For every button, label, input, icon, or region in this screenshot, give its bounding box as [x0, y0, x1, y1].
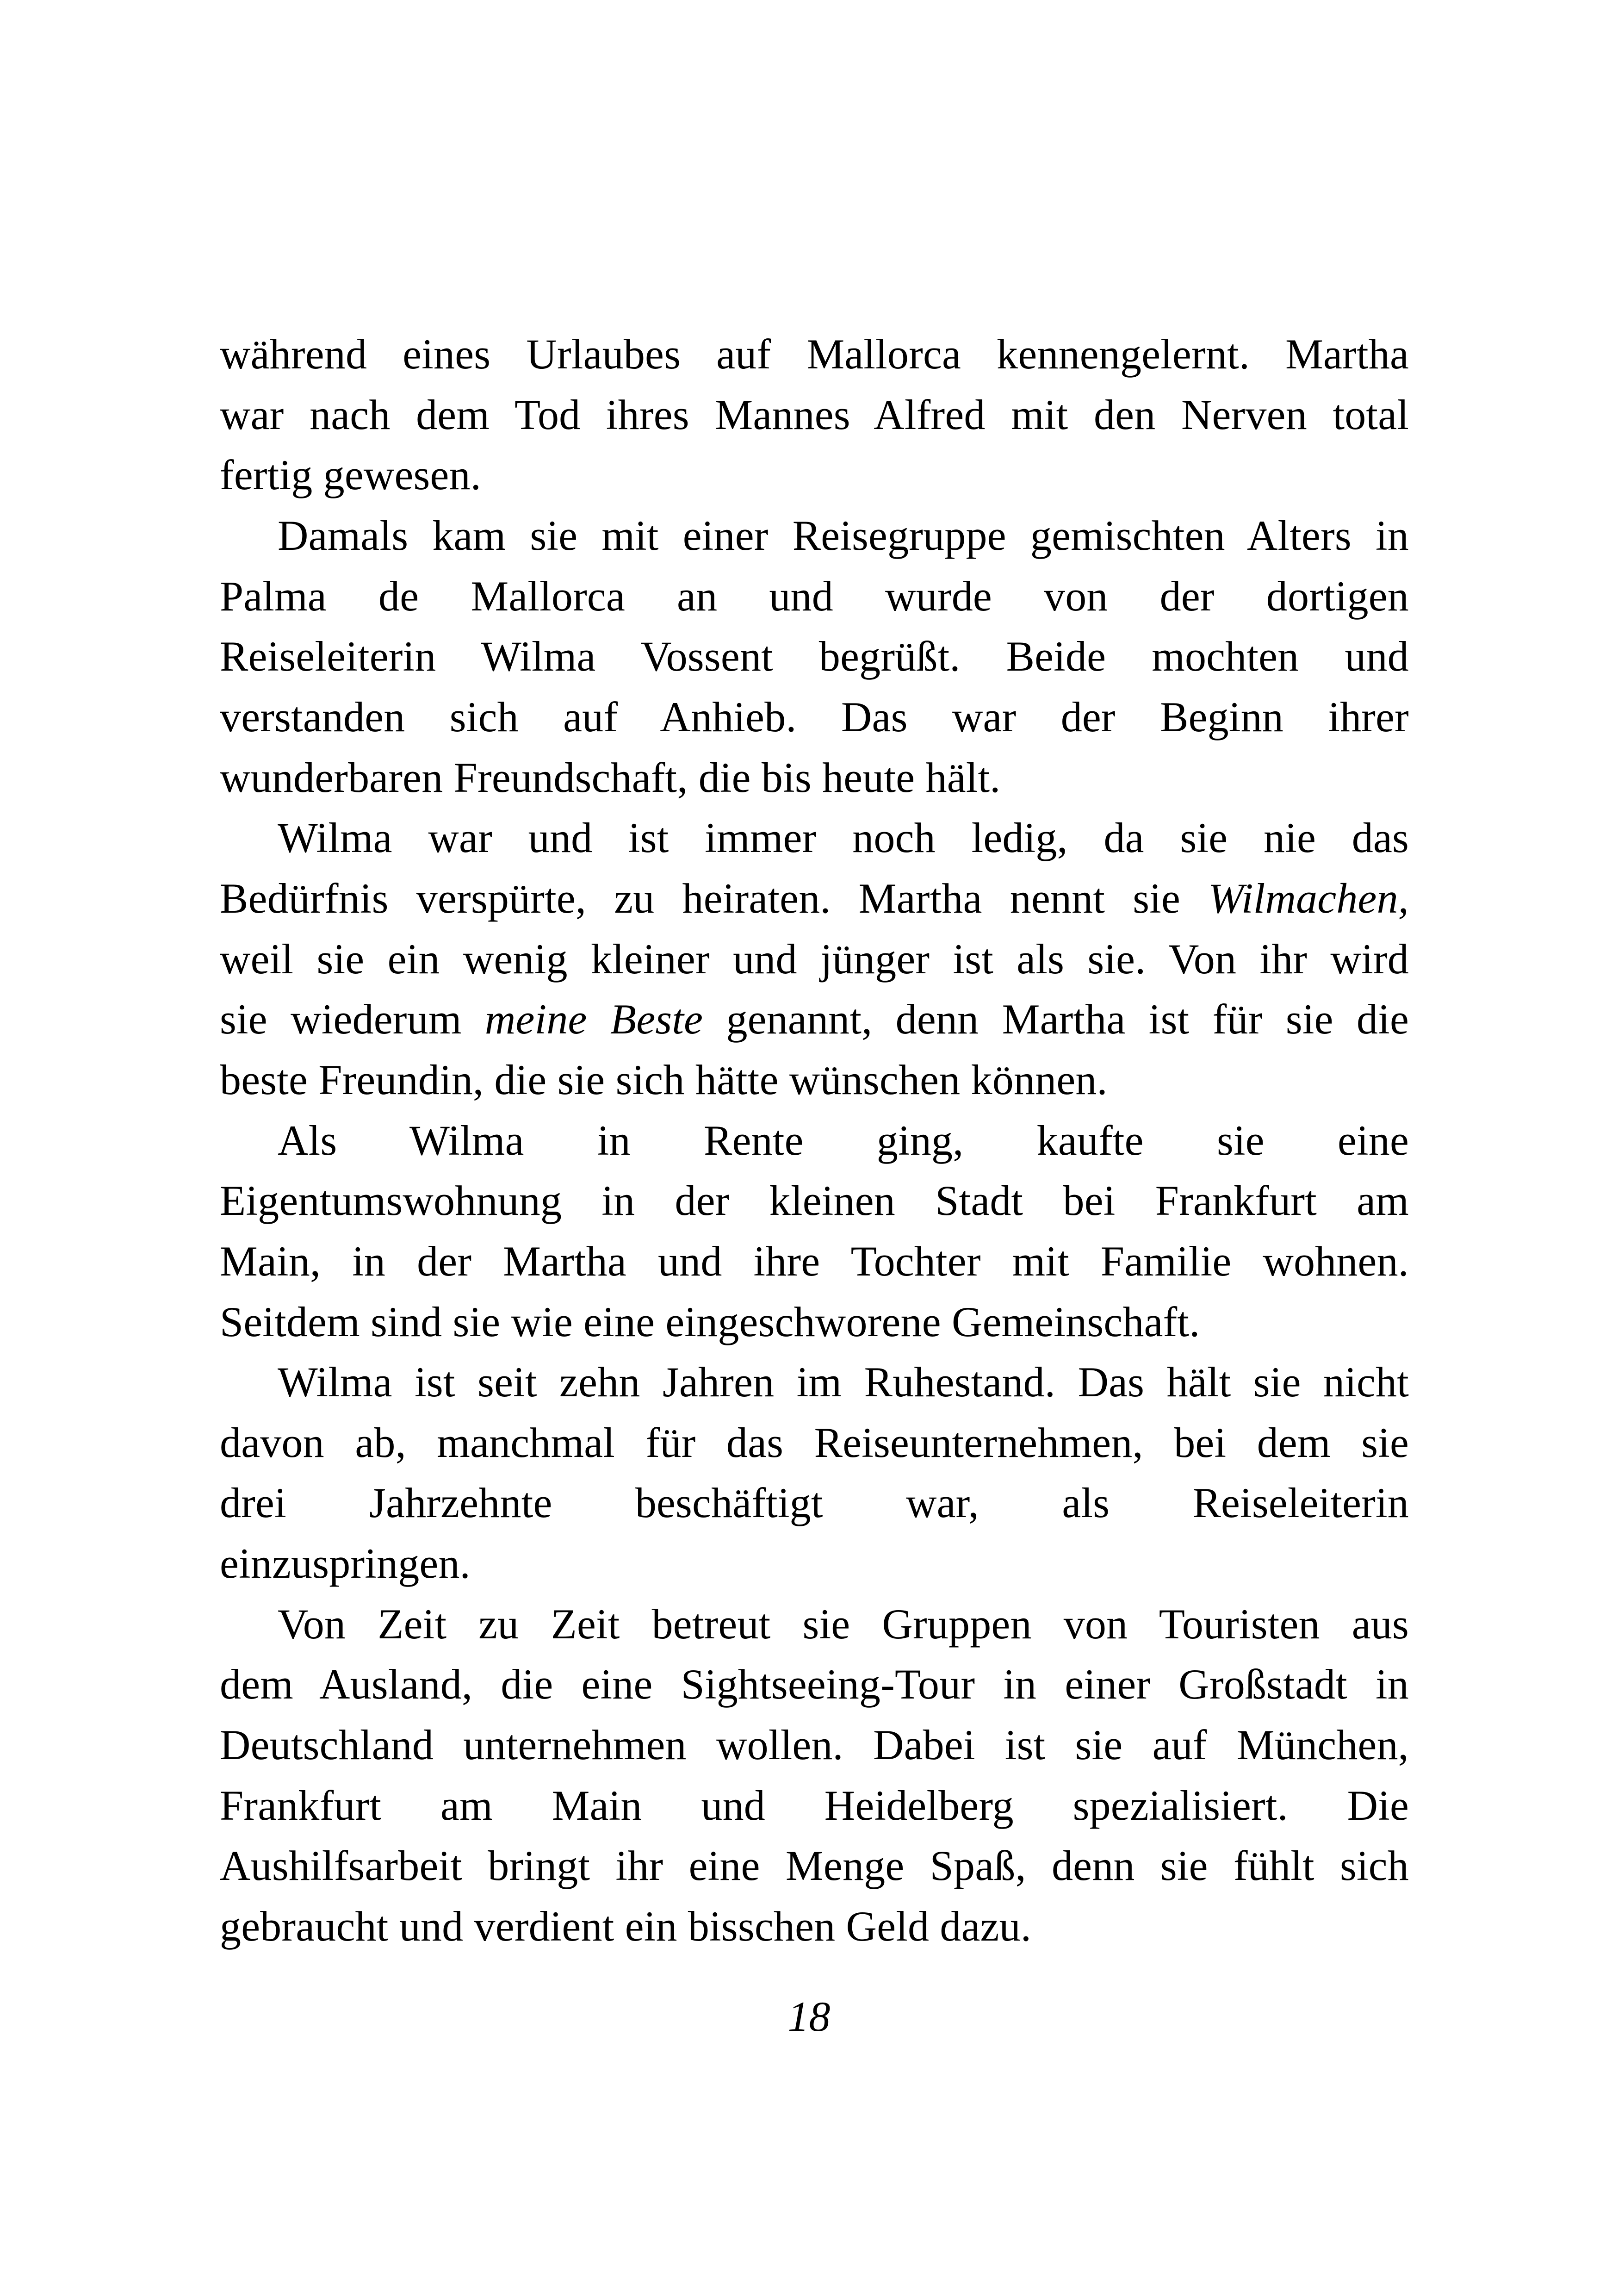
text-line	[220, 1352, 1409, 1412]
text-line	[220, 626, 1409, 687]
page-number: 18	[787, 1993, 831, 2040]
text-segment: Main, in der Martha und ihre Tochter mit Familie wohnen.	[220, 1237, 1409, 1285]
text-block	[220, 324, 1409, 1957]
text-segment: verstanden sich auf Anhieb. Das war der Beginn ihrer	[220, 693, 1409, 740]
text-line	[220, 1473, 1409, 1533]
text-segment: wunderbaren Freundschaft, die bis heute hält.	[220, 753, 1001, 801]
text-line	[220, 1594, 1409, 1655]
text-line	[220, 1775, 1409, 1836]
text-segment: davon ab, manchmal für das Reiseunternehmen, bei dem sie	[220, 1419, 1409, 1466]
text-line	[220, 505, 1409, 566]
text-segment: Bedürfnis verspürte, zu heiraten. Martha nennt sie	[220, 874, 1209, 922]
text-line	[220, 1715, 1409, 1775]
text-line	[220, 808, 1409, 868]
text-line	[220, 1654, 1409, 1715]
text-segment: Damals kam sie mit einer Reisegruppe gemischten Alters in	[278, 511, 1409, 559]
text-segment: Aushilfsarbeit bringt ihr eine Menge Spaß, denn sie fühlt sich	[220, 1842, 1409, 1890]
text-segment: Reiseleiterin Wilma Vossent begrüßt. Beide mochten und	[220, 633, 1409, 680]
text-line	[220, 1412, 1409, 1473]
text-segment: Deutschland unternehmen wollen. Dabei ist sie auf München,	[220, 1721, 1409, 1769]
text-segment: Als Wilma in Rente ging, kaufte sie eine	[278, 1116, 1409, 1164]
text-line	[220, 1110, 1409, 1171]
text-segment: drei Jahrzehnte beschäftigt war, als Reiseleiterin	[220, 1479, 1409, 1527]
paragraph	[220, 324, 1409, 505]
text-line	[220, 1836, 1409, 1896]
text-line	[220, 1292, 1409, 1352]
text-segment: sie wiederum	[220, 996, 485, 1043]
text-line	[220, 989, 1409, 1050]
text-segment: Von Zeit zu Zeit betreut sie Gruppen von Touristen aus	[278, 1600, 1409, 1648]
text-line	[220, 1050, 1409, 1110]
text-segment: Seitdem sind sie wie eine eingeschworene Gemeinschaft.	[220, 1298, 1200, 1345]
paragraph	[220, 1594, 1409, 1957]
text-segment: war nach dem Tod ihres Mannes Alfred mit den Nerven total	[220, 391, 1409, 438]
text-line	[220, 445, 1409, 505]
text-segment: Palma de Mallorca an und wurde von der dortigen	[220, 572, 1409, 620]
text-segment: Wilma ist seit zehn Jahren im Ruhestand. Das hält sie nicht	[278, 1358, 1409, 1406]
text-line	[220, 929, 1409, 989]
text-segment: weil sie ein wenig kleiner und jünger ist als sie. Von ihr wird	[220, 935, 1409, 983]
paragraph	[220, 1110, 1409, 1352]
paragraph	[220, 505, 1409, 808]
text-line	[220, 1231, 1409, 1292]
text-segment: Frankfurt am Main und Heidelberg spezialisiert. Die	[220, 1781, 1409, 1829]
text-segment: einzuspringen.	[220, 1540, 471, 1587]
text-segment: gebraucht und verdient ein bisschen Geld dazu.	[220, 1903, 1032, 1950]
italic-text-segment: meine Beste	[484, 996, 703, 1043]
text-line	[220, 1533, 1409, 1594]
text-segment: fertig gewesen.	[220, 451, 481, 499]
text-line	[220, 385, 1409, 445]
text-line	[220, 566, 1409, 627]
text-segment: beste Freundin, die sie sich hätte wünschen können.	[220, 1056, 1108, 1103]
text-segment: dem Ausland, die eine Sightseeing-Tour in einer Großstadt in	[220, 1661, 1409, 1708]
text-line	[220, 687, 1409, 747]
text-segment: genannt, denn Martha ist für sie die	[703, 996, 1409, 1043]
italic-text-segment: Wilmachen,	[1208, 874, 1409, 922]
text-segment: während eines Urlaubes auf Mallorca kennengelernt. Martha	[220, 330, 1409, 378]
text-line	[220, 1896, 1409, 1957]
text-line	[220, 747, 1409, 808]
text-line	[220, 324, 1409, 385]
text-line	[220, 1170, 1409, 1231]
paragraph	[220, 808, 1409, 1110]
text-segment: Eigentumswohnung in der kleinen Stadt bei Frankfurt am	[220, 1177, 1409, 1225]
text-line	[220, 868, 1409, 929]
paragraph	[220, 1352, 1409, 1594]
text-segment: Wilma war und ist immer noch ledig, da sie nie das	[278, 814, 1409, 862]
